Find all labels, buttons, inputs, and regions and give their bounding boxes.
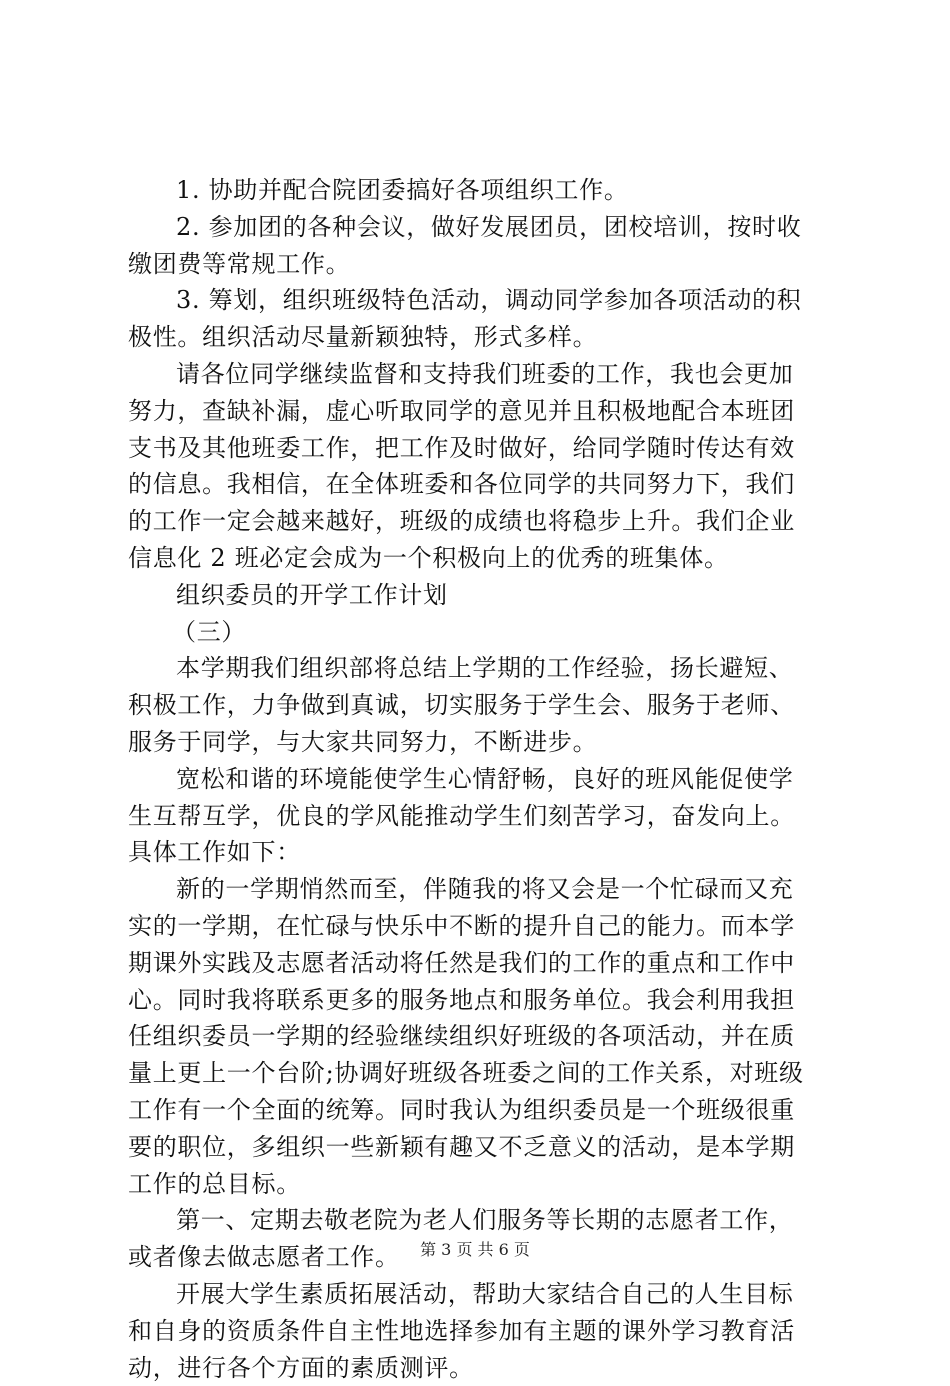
text-line: 实的一学期，在忙碌与快乐中不断的提升自己的能力。而本学 — [128, 908, 830, 945]
text-line: 任组织委员一学期的经验继续组织好班级的各项活动，并在质 — [128, 1018, 830, 1055]
text-line: 努力，查缺补漏，虚心听取同学的意见并且积极地配合本班团 — [128, 393, 830, 430]
text-line: 1. 协助并配合院团委搞好各项组织工作。 — [128, 172, 830, 209]
text-line: 工作的总目标。 — [128, 1166, 830, 1203]
text-line: 的工作一定会越来越好，班级的成绩也将稳步上升。我们企业 — [128, 503, 830, 540]
text-line: 第一、定期去敬老院为老人们服务等长期的志愿者工作， — [128, 1202, 830, 1239]
text-line: 组织委员的开学工作计划 — [128, 577, 830, 614]
text-line: （三） — [128, 614, 830, 651]
text-line: 新的一学期悄然而至，伴随我的将又会是一个忙碌而又充 — [128, 871, 830, 908]
text-line: 动，进行各个方面的素质测评。 — [128, 1350, 830, 1386]
text-line: 或者像去做志愿者工作。 — [128, 1239, 830, 1276]
text-line: 极性。组织活动尽量新颖独特，形式多样。 — [128, 319, 830, 356]
text-line: 服务于同学，与大家共同努力，不断进步。 — [128, 724, 830, 761]
text-line: 缴团费等常规工作。 — [128, 246, 830, 283]
text-line: 期课外实践及志愿者活动将任然是我们的工作的重点和工作中 — [128, 945, 830, 982]
text-line: 积极工作，力争做到真诚，切实服务于学生会、服务于老师、 — [128, 687, 830, 724]
text-line: 2. 参加团的各种会议，做好发展团员，团校培训，按时收 — [128, 209, 830, 246]
text-line: 和自身的资质条件自主性地选择参加有主题的课外学习教育活 — [128, 1313, 830, 1350]
text-line: 本学期我们组织部将总结上学期的工作经验，扬长避短、 — [128, 650, 830, 687]
text-line: 工作有一个全面的统筹。同时我认为组织委员是一个班级很重 — [128, 1092, 830, 1129]
text-line: 生互帮互学，优良的学风能推动学生们刻苦学习，奋发向上。 — [128, 798, 830, 835]
text-line: 量上更上一个台阶;协调好班级各班委之间的工作关系，对班级 — [128, 1055, 830, 1092]
text-line: 信息化 2 班必定会成为一个积极向上的优秀的班集体。 — [128, 540, 830, 577]
text-line: 请各位同学继续监督和支持我们班委的工作，我也会更加 — [128, 356, 830, 393]
text-line: 开展大学生素质拓展活动，帮助大家结合自己的人生目标 — [128, 1276, 830, 1313]
page-footer: 第 3 页 共 6 页 — [0, 1240, 950, 1260]
text-line: 具体工作如下： — [128, 834, 830, 871]
text-line: 3. 筹划，组织班级特色活动，调动同学参加各项活动的积 — [128, 282, 830, 319]
text-line: 宽松和谐的环境能使学生心情舒畅，良好的班风能促使学 — [128, 761, 830, 798]
text-line: 心。同时我将联系更多的服务地点和服务单位。我会利用我担 — [128, 982, 830, 1019]
document-body — [128, 172, 830, 1386]
text-line: 的信息。我相信，在全体班委和各位同学的共同努力下，我们 — [128, 466, 830, 503]
text-line: 支书及其他班委工作，把工作及时做好，给同学随时传达有效 — [128, 430, 830, 467]
text-line: 要的职位，多组织一些新颖有趣又不乏意义的活动，是本学期 — [128, 1129, 830, 1166]
